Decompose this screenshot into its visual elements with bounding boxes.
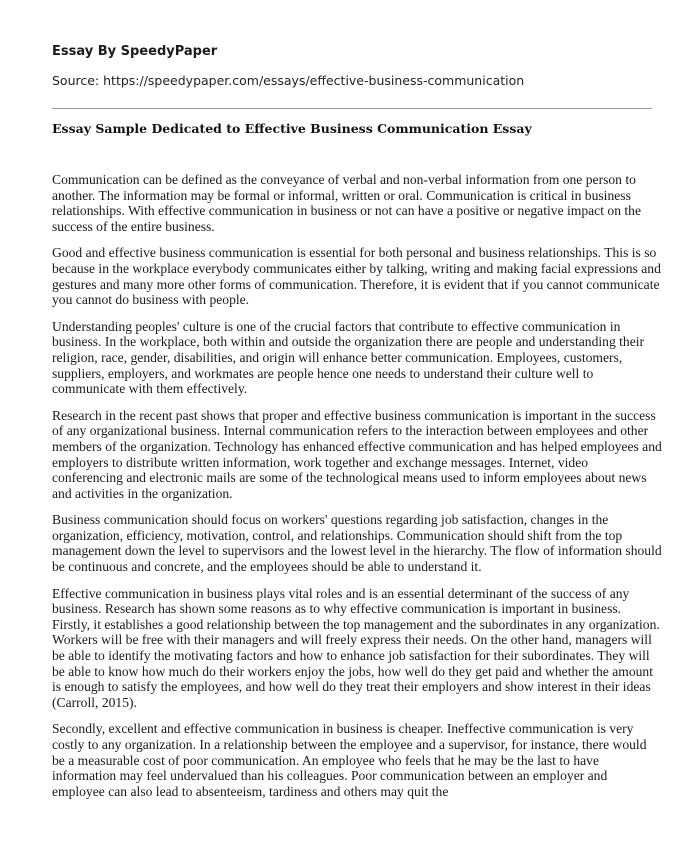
source-line: Source: https://speedypaper.com/essays/effective-business-communication xyxy=(52,73,525,88)
essay-paragraph: Communication can be defined as the conveyance of verbal and non-verbal information from one person to another. The information may be formal or informal, written or oral. Communication is critical in business relationships. With effective communication in business or not can have a positive or negative impact on the success of the entire business. xyxy=(52,172,641,234)
essay-paragraph: Research in the recent past shows that proper and effective business communication is important in the success of any organizational business. Internal communication refers to the interaction between employees and other members of the organization. Technology has enhanced effective communication and has helped employees and employers to distribute written information, work together and exchange messages. Internet, video conferencing and electronic mails are some of the technological means used to inform employees about news and activities in the organization. xyxy=(52,407,662,501)
essay-paragraph: Business communication should focus on workers' questions regarding job satisfaction, changes in the organization, efficiency, motivation, control, and relationships. Communication should shift from the top management down the level to supervisors and the lowest level in the hierarchy. The flow of information should be continuous and concrete, and the employees should be able to understand it. xyxy=(52,512,662,575)
document-header xyxy=(52,44,652,88)
essay-body xyxy=(52,172,662,810)
site-title: Essay By SpeedyPaper xyxy=(52,44,218,59)
header-divider xyxy=(52,108,652,109)
essay-paragraph: Understanding peoples' culture is one of the crucial factors that contribute to effective communication in business. In the workplace, both within and outside the organization there are people and understanding their religion, race, gender, disabilities, and origin will enhance better communication. Employees, customers, suppliers, employers, and workmates are people hence one needs to understand their culture well to communicate with them effectively. xyxy=(52,318,645,397)
essay-paragraph: Effective communication in business plays vital roles and is an essential determinant of the success of any business. Research has shown some reasons as to why effective communication is important in business. Firstly, it establishes a good relationship between the top management and the subordinates in any organization. Workers will be free with their managers and will freely express their needs. On the other hand, managers will be able to identify the motivating factors and how to enhance job satisfaction for their subordinates. They will be able to know how much do their workers enjoy the jobs, how well do they get paid and whether the amount is enough to satisfy the employees, and how well do they treat their employers and show interest in their ideas (Carroll, 2015). xyxy=(52,585,660,710)
essay-paragraph: Good and effective business communication is essential for both personal and business relationships. This is so because in the workplace everybody communicates either by talking, writing and making facial expressions and gestures and many more other forms of communication. Therefore, it is evident that if you cannot communicate you cannot do business with people. xyxy=(52,245,661,308)
essay-title: Essay Sample Dedicated to Effective Business Communication Essay xyxy=(52,121,532,136)
essay-paragraph: Secondly, excellent and effective communication in business is cheaper. Ineffective communication is very costly to any organization. In a relationship between the employee and a supervisor, for instance, there would be a measurable cost of poor communication. An employee who feels that he may be the last to have information may feel undervalued than his colleagues. Poor communication between an employer and employee can also lead to absenteeism, tardiness and others may quit the xyxy=(52,721,647,799)
